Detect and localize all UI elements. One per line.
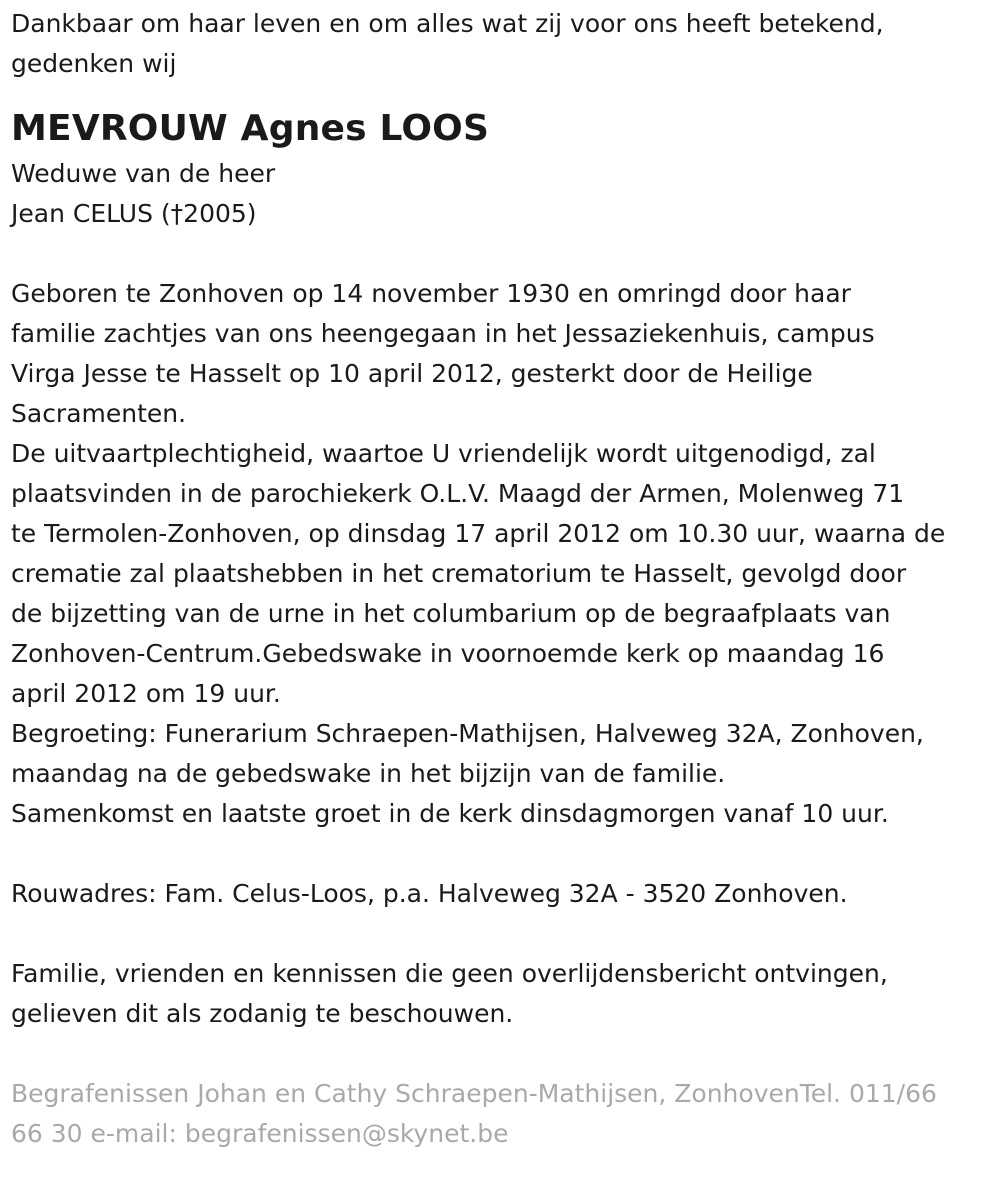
intro-section [11,4,990,84]
spacer [11,834,990,874]
body-line: familie zachtjes van ons heengegaan in het Jessaziekenhuis, campus [11,319,875,348]
deceased-name: MEVROUW Agnes LOOS [11,108,490,149]
notice-line-2: gelieven dit als zodanig te beschouwen. [11,999,514,1028]
notice-section [11,954,990,1034]
body-line: Samenkomst en laatste groet in de kerk dinsdagmorgen vanaf 10 uur. [11,799,889,828]
funeral-home-footer [11,1074,990,1154]
body-line: Sacramenten. [11,399,187,428]
body-line: crematie zal plaatshebben in het crematorium te Hasselt, gevolgd door [11,559,907,588]
body-line: april 2012 om 19 uur. [11,679,281,708]
body-line: Begroeting: Funerarium Schraepen-Mathijsen, Halveweg 32A, Zonhoven, [11,719,924,748]
body-line: te Termolen-Zonhoven, op dinsdag 17 april 2012 om 10.30 uur, waarna de [11,519,946,548]
intro-line-2: gedenken wij [11,49,177,78]
footer-line-1: Begrafenissen Johan en Cathy Schraepen-Mathijsen, ZonhovenTel. 011/66 [11,1079,937,1108]
body-line: Zonhoven-Centrum.Gebedswake in voornoemde kerk op maandag 16 [11,639,885,668]
spacer [11,1034,990,1074]
body-line: maandag na de gebedswake in het bijzijn van de familie. [11,759,726,788]
body-line: Geboren te Zonhoven op 14 november 1930 en omringd door haar [11,279,851,308]
relation-text: Weduwe van de heer [11,159,276,188]
spacer [11,914,990,954]
spouse-name: Jean CELUS (†2005) [11,199,257,228]
body-line: plaatsvinden in de parochiekerk O.L.V. Maagd der Armen, Molenweg 71 [11,479,905,508]
body-line: Virga Jesse te Hasselt op 10 april 2012, gesterkt door de Heilige [11,359,813,388]
body-section [11,274,990,834]
body-line: De uitvaartplechtigheid, waartoe U vriendelijk wordt uitgenodigd, zal [11,439,876,468]
footer-line-2: 66 30 e-mail: begrafenissen@skynet.be [11,1119,509,1148]
body-line: de bijzetting van de urne in het columbarium op de begraafplaats van [11,599,891,628]
intro-line-1: Dankbaar om haar leven en om alles wat zij voor ons heeft betekend, [11,9,884,38]
notice-line-1: Familie, vrienden en kennissen die geen overlijdensbericht ontvingen, [11,959,888,988]
mourning-address: Rouwadres: Fam. Celus-Loos, p.a. Halveweg 32A - 3520 Zonhoven. [11,879,848,908]
spacer [11,234,990,274]
